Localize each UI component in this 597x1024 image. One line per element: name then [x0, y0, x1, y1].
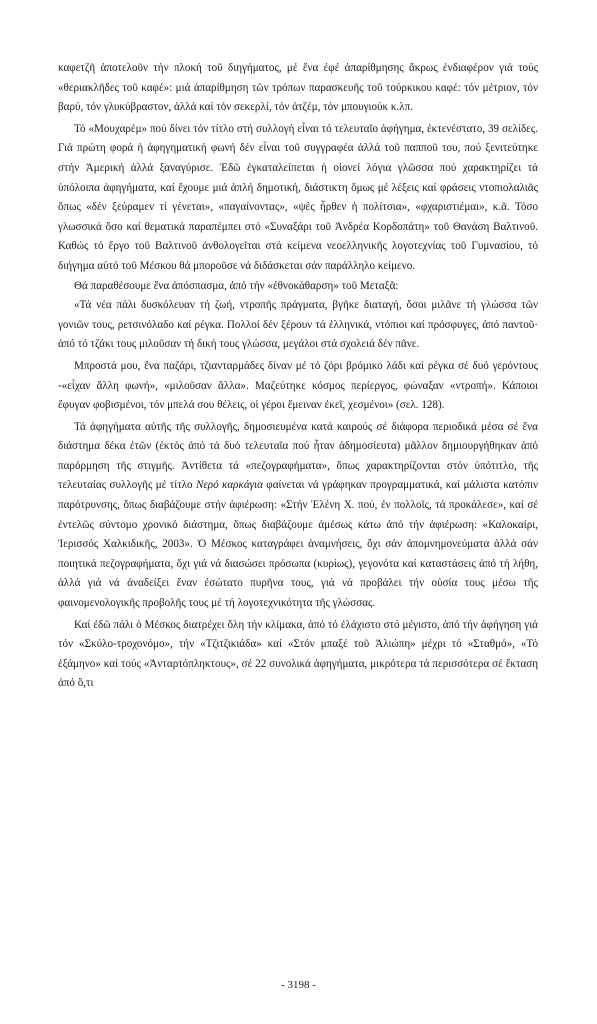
- page-number: - 3198 -: [281, 979, 316, 991]
- body-text: [58, 59, 538, 694]
- quote-paragraph-1: «Τά νέα πάλι δυσκόλευαν τή ζωή, ντροπῆς πράγματα, βγῆκε διαταγή, ὅσοι μιλᾶνε τή γλώσσα τῶν γονιῶν τους, ρετσινόλαδο καί ρέγκα. Πολλοί δέν ξέρουν τά ἑλληνικά, ντόπιοι καί πρόσφυγες, ἀπό παντοῦ· ἀπό τό τζάκι τους μιλοῦσαν τή δική τους γλώσσα, μεγάλοι στά σχολειά δέν πᾶνε.: [58, 299, 538, 351]
- paragraph-1: καφετζῆ ἀποτελοῦν τὴν πλοκή τοῦ διηγήματος, μέ ἕνα ἐφέ ἀπαρίθμησης ἄκρως ἐνδιαφέρον γιά τούς «θεριακλῆδες τοῦ καφέ»: μιά ἀπαρίθμηση τῶν τρόπων παρασκευῆς τοῦ τούρκικου καφέ: τόν μέτριον, τόν βαρύ, τόν γλυκύβραστον, ἀλλά καί τόν σεκερλί, τόν ἀτζέμ, τόν μπουγιούκ κ.λπ.: [58, 62, 538, 114]
- paragraph-6-text-before: Τά ἀφηγήματα αὐτῆς τῆς συλλογῆς, δημοσιευμένα κατά καιρούς σέ διάφορα περιοδικά μέσα σέ ἕνα διάστημα δέκα ἐτῶν (ἐκτός ἀπό τά δυό τελευταῖα πού ἦταν ἀδημοσίευτα) μᾶλλον δημιουργήθηκαν ἀπό παρόρμηση τῆς στιγμῆς. Ἀντίθετα τά «πεζογραφήματα», ὅπως χαρακτηρίζονται στόν ὑπότιτλο, τῆς τελευταίας συλλογῆς μέ τίτλο: [58, 420, 538, 492]
- paragraph-6-text-after: φαίνεται νά γράφηκαν προγραμματικά, καί μάλιστα κατόπιν παρότρυνσης, ὅπως διαβάζουμε στήν ἀφιέρωση: «Στήν Ἑλένη Χ. πού, ἐν πολλοῖς, τά προκάλεσε», καί σέ ἐντελῶς σύντομο χρονικό διάστημα, ὅπως διαβάζουμε ἀμέσως κάτω ἀπό τήν ἀφιέρωση: «Καλοκαίρι, Ἱερισσός Χαλκιδικῆς, 2003». Ὁ Μέσκος καταγράφει ἀναμνήσεις, ὄχι σάν ἀπομνημονεύματα ἀλλά σάν ποιητικά πεζογραφήματα, ὄχι γιά νά διασώσει πρόσωπα (κυρίως), γεγονότα καί καταστάσεις ἀπό τή λήθη, ἀλλά γιά νά ἀναδείξει ἕναν ἐσώτατο πυρῆνα τους, γιά νά προβάλει τήν οὐσία τους μέσω τῆς φαινομενολογικῆς προβολῆς τους μέ τή λογοτεχνικότητα τῆς γλώσσας.: [58, 479, 538, 610]
- paragraph-7: Καί ἐδῶ πάλι ὁ Μέσκος διατρέχει ὅλη τήν κλίμακα, ἀπό τό ἐλάχιστο στό μέγιστο, ἀπό τήν ἀφήγηση γιά τόν «Σκύλο-τροχονόμο», τήν «Τζιτζικιάδα» καί «Στόν μπαξέ τοῦ Ἀλιώπη» μέχρι τό «Σταθμό», «Τό ἑξάμηνο» καί τούς «Ἀνταρτόπληκτους», σέ 22 συνολικά ἀφηγήματα, μικρότερα τά περισσότερα σέ ἔκταση ἀπό ὅ,τι: [58, 618, 538, 690]
- paragraph-6: [58, 418, 538, 614]
- quote-paragraph-2: Μπροστά μου, ἕνα παζάρι, τζιανταρμάδες δίναν μέ τό ζόρι βρόμικο λάδι καί ρέγκα σέ δυό γερόντους -«εἶχαν ἄλλη φωνή», «μιλοῦσαν ἄλλα». Μαζεύτηκε κόσμος περίεργος, φώναξαν «ντροπή». Κάποιοι ἔφυγαν φοβισμένοι, τόν μπελά σου θέλεις, οἱ γέροι ἔμειναν ἐκεῖ, χεσμένοι» (σελ. 128).: [58, 359, 538, 412]
- paragraph-2: Τό «Μουχαρέμ» πού δίνει τόν τίτλο στή συλλογή εἶναι τό τελευταῖο ἀφήγημα, ἐκτενέστατο, 39 σελίδες. Γιά πρώτη φορά ἡ ἀφηγηματική φωνή δέν εἶναι τοῦ συγγραφέα ἀλλά τοῦ παπποῦ του, πού ξενιτεύτηκε στήν Ἀμερική ἀλλά ξαναγύρισε. Ἐδῶ ἐγκαταλείπεται ἡ οἱονεί λόγια γλῶσσα πού χαρακτηρίζει τά ὑπόλοιπα ἀφηγήματα, καί ἔχουμε μιά ἁπλή δημοτική, διάστικτη ὅμως μέ λέξεις καί φράσεις ντοπιολαλιᾶς ὅπως «δέν ξεύραμεν τί γένεται», «παγαίνοντας», «ψές ἦρθεν ἡ πολίτσια», «φχαριστιέμαι», κ.ᾶ. Τόσο γλωσσικά ὅσο καί θεματικά παραπέμπει στό «Συναξάρι τοῦ Ἀνδρέα Κορδοπάτη» τοῦ Θανάση Βαλτινοῦ. Καθώς τό ἔργο τοῦ Βαλτινοῦ ἀνθολογεῖται στά κείμενα νεοελληνικῆς λογοτεχνίας τοῦ Γυμνασίου, τό διήγημα αὐτό τοῦ Μέσκου θά μποροῦσε νά διδάσκεται σάν παράλληλο κείμενο.: [58, 122, 538, 272]
- book-title: Νερό καρκάγια: [195, 479, 263, 492]
- paragraph-3: Θά παραθέσουμε ἕνα ἀπόσπασμα, ἀπό τήν «ἐθνοκάθαρση» τοῦ Μεταξᾶ:: [74, 279, 399, 292]
